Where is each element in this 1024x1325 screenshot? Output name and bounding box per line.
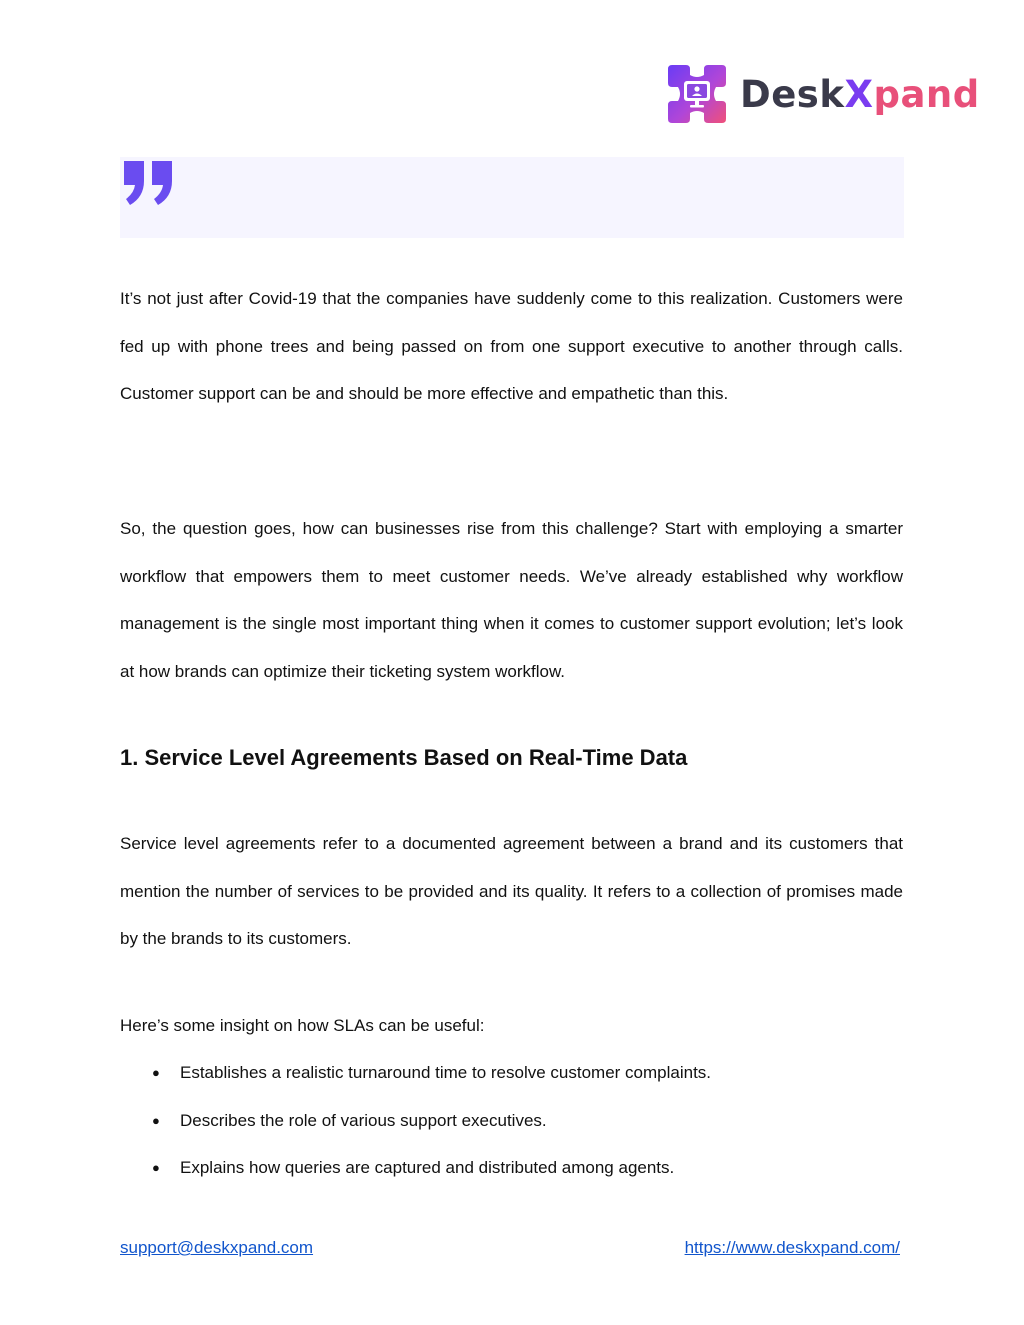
bullet-icon: ● xyxy=(152,1065,160,1080)
list-item-text: Establishes a realistic turnaround time to resolve customer complaints. xyxy=(180,1063,712,1082)
list-item xyxy=(120,1144,903,1192)
paragraph-sla-definition: Service level agreements refer to a documented agreement between a brand and its customers that mention the number of services to be provided and its quality. It refers to a collection of promises made by the brands to its customers. xyxy=(120,834,903,948)
sla-benefits-list xyxy=(120,1049,903,1192)
list-item-text: Describes the role of various support executives. xyxy=(180,1110,547,1130)
bullet-icon: ● xyxy=(152,1112,160,1128)
paragraph-sla-insight: Here’s some insight on how SLAs can be useful: xyxy=(120,1016,485,1035)
website-link[interactable]: https://www.deskxpand.com/ xyxy=(684,1238,900,1257)
deskxpand-logo-icon xyxy=(664,61,730,127)
support-email-link[interactable]: support@deskxpand.com xyxy=(120,1238,314,1257)
deskxpand-logo xyxy=(664,60,980,128)
logo-text-x: X xyxy=(844,72,874,116)
logo-wordmark xyxy=(740,72,980,116)
logo-text-desk: Desk xyxy=(740,72,845,116)
list-item-text: Explains how queries are captured and distributed among agents. xyxy=(180,1158,675,1177)
list-item xyxy=(120,1049,903,1097)
logo-text-pand: pand xyxy=(873,72,980,116)
section-heading: 1. Service Level Agreements Based on Real-Time Data xyxy=(120,745,688,770)
paragraph-question: So, the question goes, how can businesses rise from this challenge? Start with employing a smarter workflow that empowers them to meet customer needs. We’ve already established why workflow management is the single most important thing when it comes to customer support evolution; let’s look at how brands can optimize their ticketing system workflow. xyxy=(120,519,903,681)
bullet-icon: ● xyxy=(152,1160,160,1175)
quote-box xyxy=(120,157,904,238)
paragraph-intro: It’s not just after Covid-19 that the companies have suddenly come to this realization. Customers were fed up with phone trees and being passed on from one support executive to another through calls. Customer support can be and should be more effective and empathetic than this. xyxy=(120,289,903,403)
quotation-mark-icon xyxy=(122,159,176,209)
list-item xyxy=(120,1097,903,1145)
